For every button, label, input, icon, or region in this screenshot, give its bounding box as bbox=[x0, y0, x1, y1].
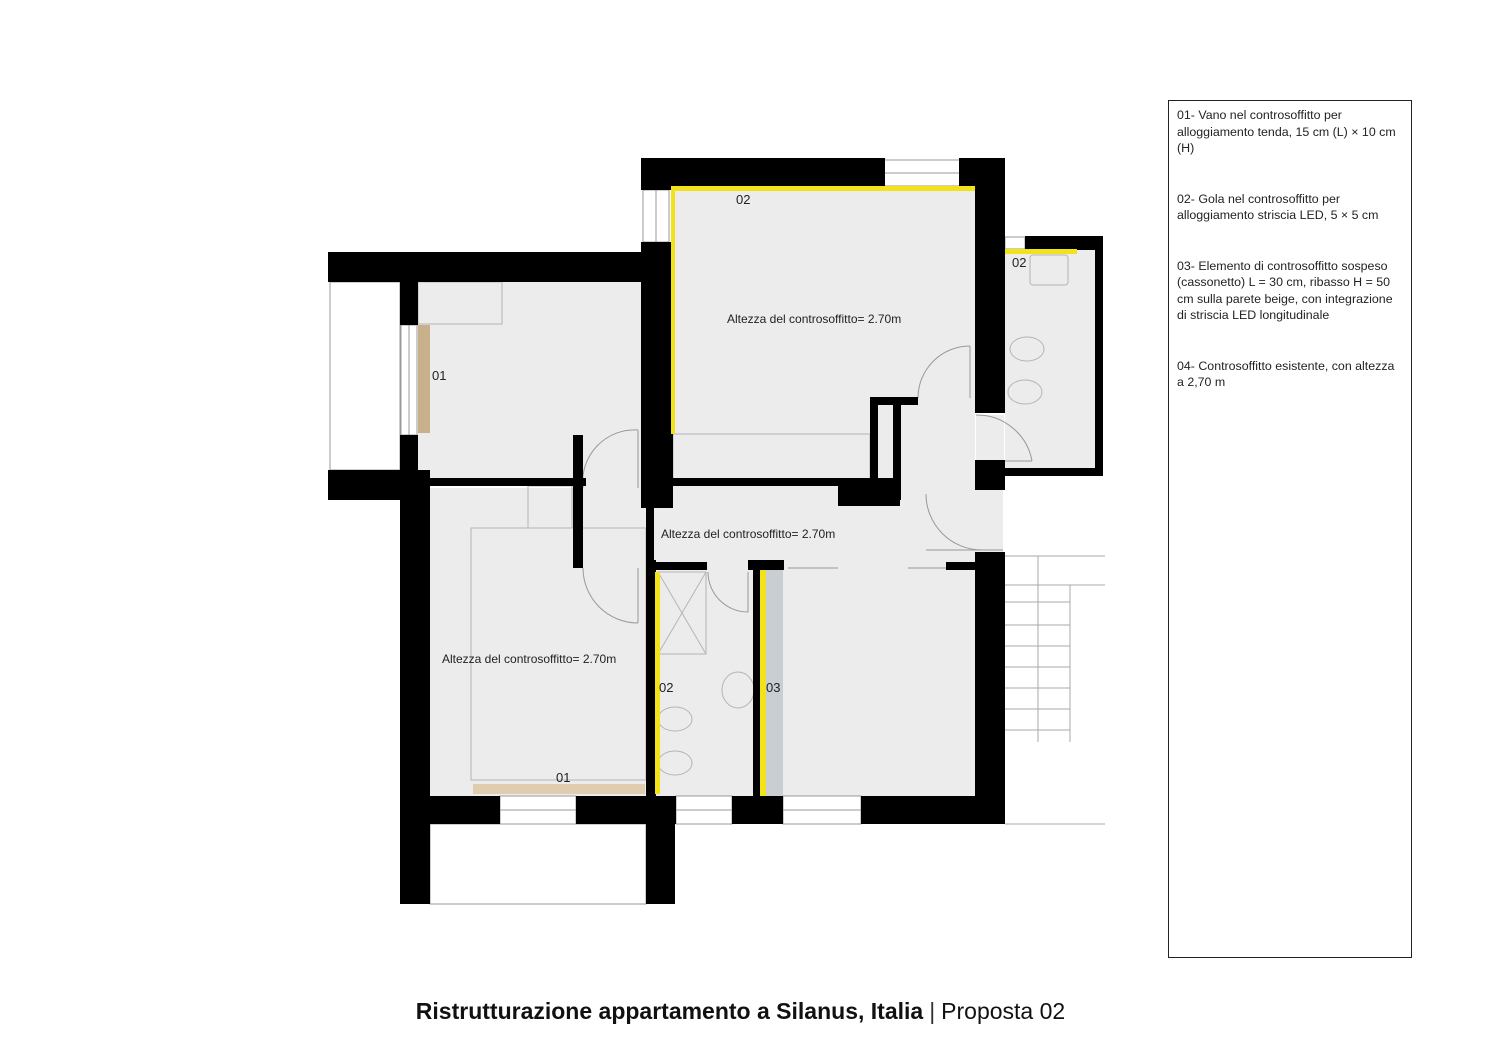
legend-item-01: 01- Vano nel controsoffitto per alloggiamento tenda, 15 cm (L) × 10 cm (H) bbox=[1177, 108, 1396, 155]
led-strip-top bbox=[671, 186, 975, 191]
caption-title: Ristrutturazione appartamento a Silanus, Italia bbox=[415, 998, 924, 1024]
caption-separator: | bbox=[929, 998, 936, 1024]
tag-03: 03 bbox=[766, 680, 781, 695]
legend-item-02: 02- Gola nel controsoffitto per alloggiamento striscia LED, 5 × 5 cm bbox=[1177, 191, 1379, 222]
page-caption bbox=[0, 998, 1481, 1025]
tag-02-bath: 02 bbox=[1012, 255, 1027, 270]
stairs bbox=[1005, 556, 1105, 824]
tag-02-bath2: 02 bbox=[659, 680, 674, 695]
legend-box bbox=[1168, 100, 1412, 958]
legend-item-04: 04- Controsoffitto esistente, con altezza a 2,70 m bbox=[1177, 358, 1395, 389]
tag-02-top: 02 bbox=[736, 192, 751, 207]
tag-01-bottom: 01 bbox=[556, 770, 571, 785]
led-strip-top-left bbox=[671, 186, 675, 434]
room-label-corridor: Altezza del controsoffitto= 2.70m bbox=[661, 527, 836, 541]
curtain-recess-left bbox=[418, 325, 430, 433]
room-label-top: Altezza del controsoffitto= 2.70m bbox=[727, 312, 902, 326]
led-strip-bath bbox=[1005, 249, 1077, 254]
room-label-left: Altezza del controsoffitto= 2.70m bbox=[442, 652, 617, 666]
tag-01-left: 01 bbox=[432, 368, 447, 383]
curtain-recess-bottom bbox=[473, 784, 645, 794]
legend-item-03: 03- Elemento di controsoffitto sospeso (cassonetto) L = 30 cm, ribasso H = 50 cm sulla parete beige, con integrazione di striscia LED longitudinale bbox=[1177, 258, 1393, 322]
caption-subtitle: Proposta 02 bbox=[941, 998, 1066, 1024]
